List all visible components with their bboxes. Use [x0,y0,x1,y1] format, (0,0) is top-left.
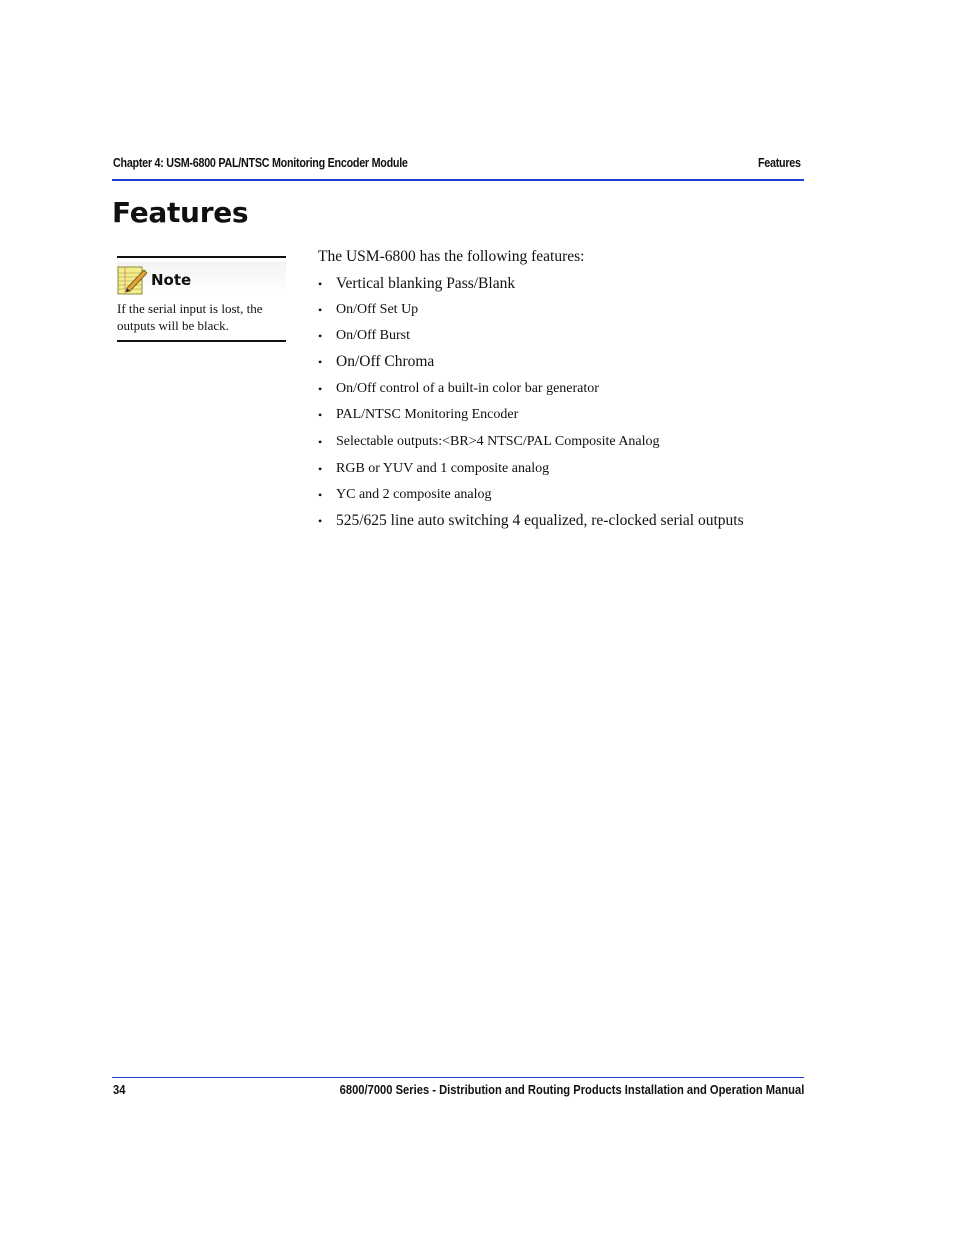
list-item-text: Vertical blanking Pass/Blank [336,275,516,292]
list-item-text: RGB or YUV and 1 composite analog [336,461,550,476]
bullet: • [318,435,323,449]
bullet: • [318,303,323,317]
header-rule [112,179,804,181]
page-title: Features [112,196,249,229]
manual-title: 6800/7000 Series - Distribution and Routing Products Installation and Operation Manual [339,1082,804,1097]
bullet: • [318,382,323,396]
note-text: If the serial input is lost, the outputs will be black. [117,301,263,333]
list-item-text: 525/625 line auto switching 4 equalized, re-clocked serial outputs [336,512,744,529]
footer-rule [112,1077,804,1078]
bullet: • [318,329,323,343]
running-header-section: Features [758,156,801,170]
intro-text: The USM-6800 has the following features: [318,248,585,265]
bullet: • [318,488,323,502]
bullet: • [318,514,323,528]
list-item-text: On/Off Burst [336,328,411,343]
list-item-text: On/Off Chroma [336,353,435,370]
running-header-chapter: Chapter 4: USM-6800 PAL/NTSC Monitoring Encoder Module [113,156,408,170]
list-item-text: PAL/NTSC Monitoring Encoder [336,407,519,422]
pencil-notepad-icon [117,264,147,296]
list-item-text: Selectable outputs:<BR>4 NTSC/PAL Composite Analog [336,434,660,449]
bullet: • [318,408,323,422]
note-label: Note [151,271,192,289]
note-banner [117,262,286,294]
page-number: 34 [113,1082,126,1097]
list-item-text: YC and 2 composite analog [336,487,492,502]
bullet: • [318,277,323,291]
list-item-text: On/Off control of a built-in color bar generator [336,381,599,396]
list-item-text: On/Off Set Up [336,302,419,317]
note-box [117,256,286,342]
bullet: • [318,355,323,369]
bullet: • [318,462,323,476]
